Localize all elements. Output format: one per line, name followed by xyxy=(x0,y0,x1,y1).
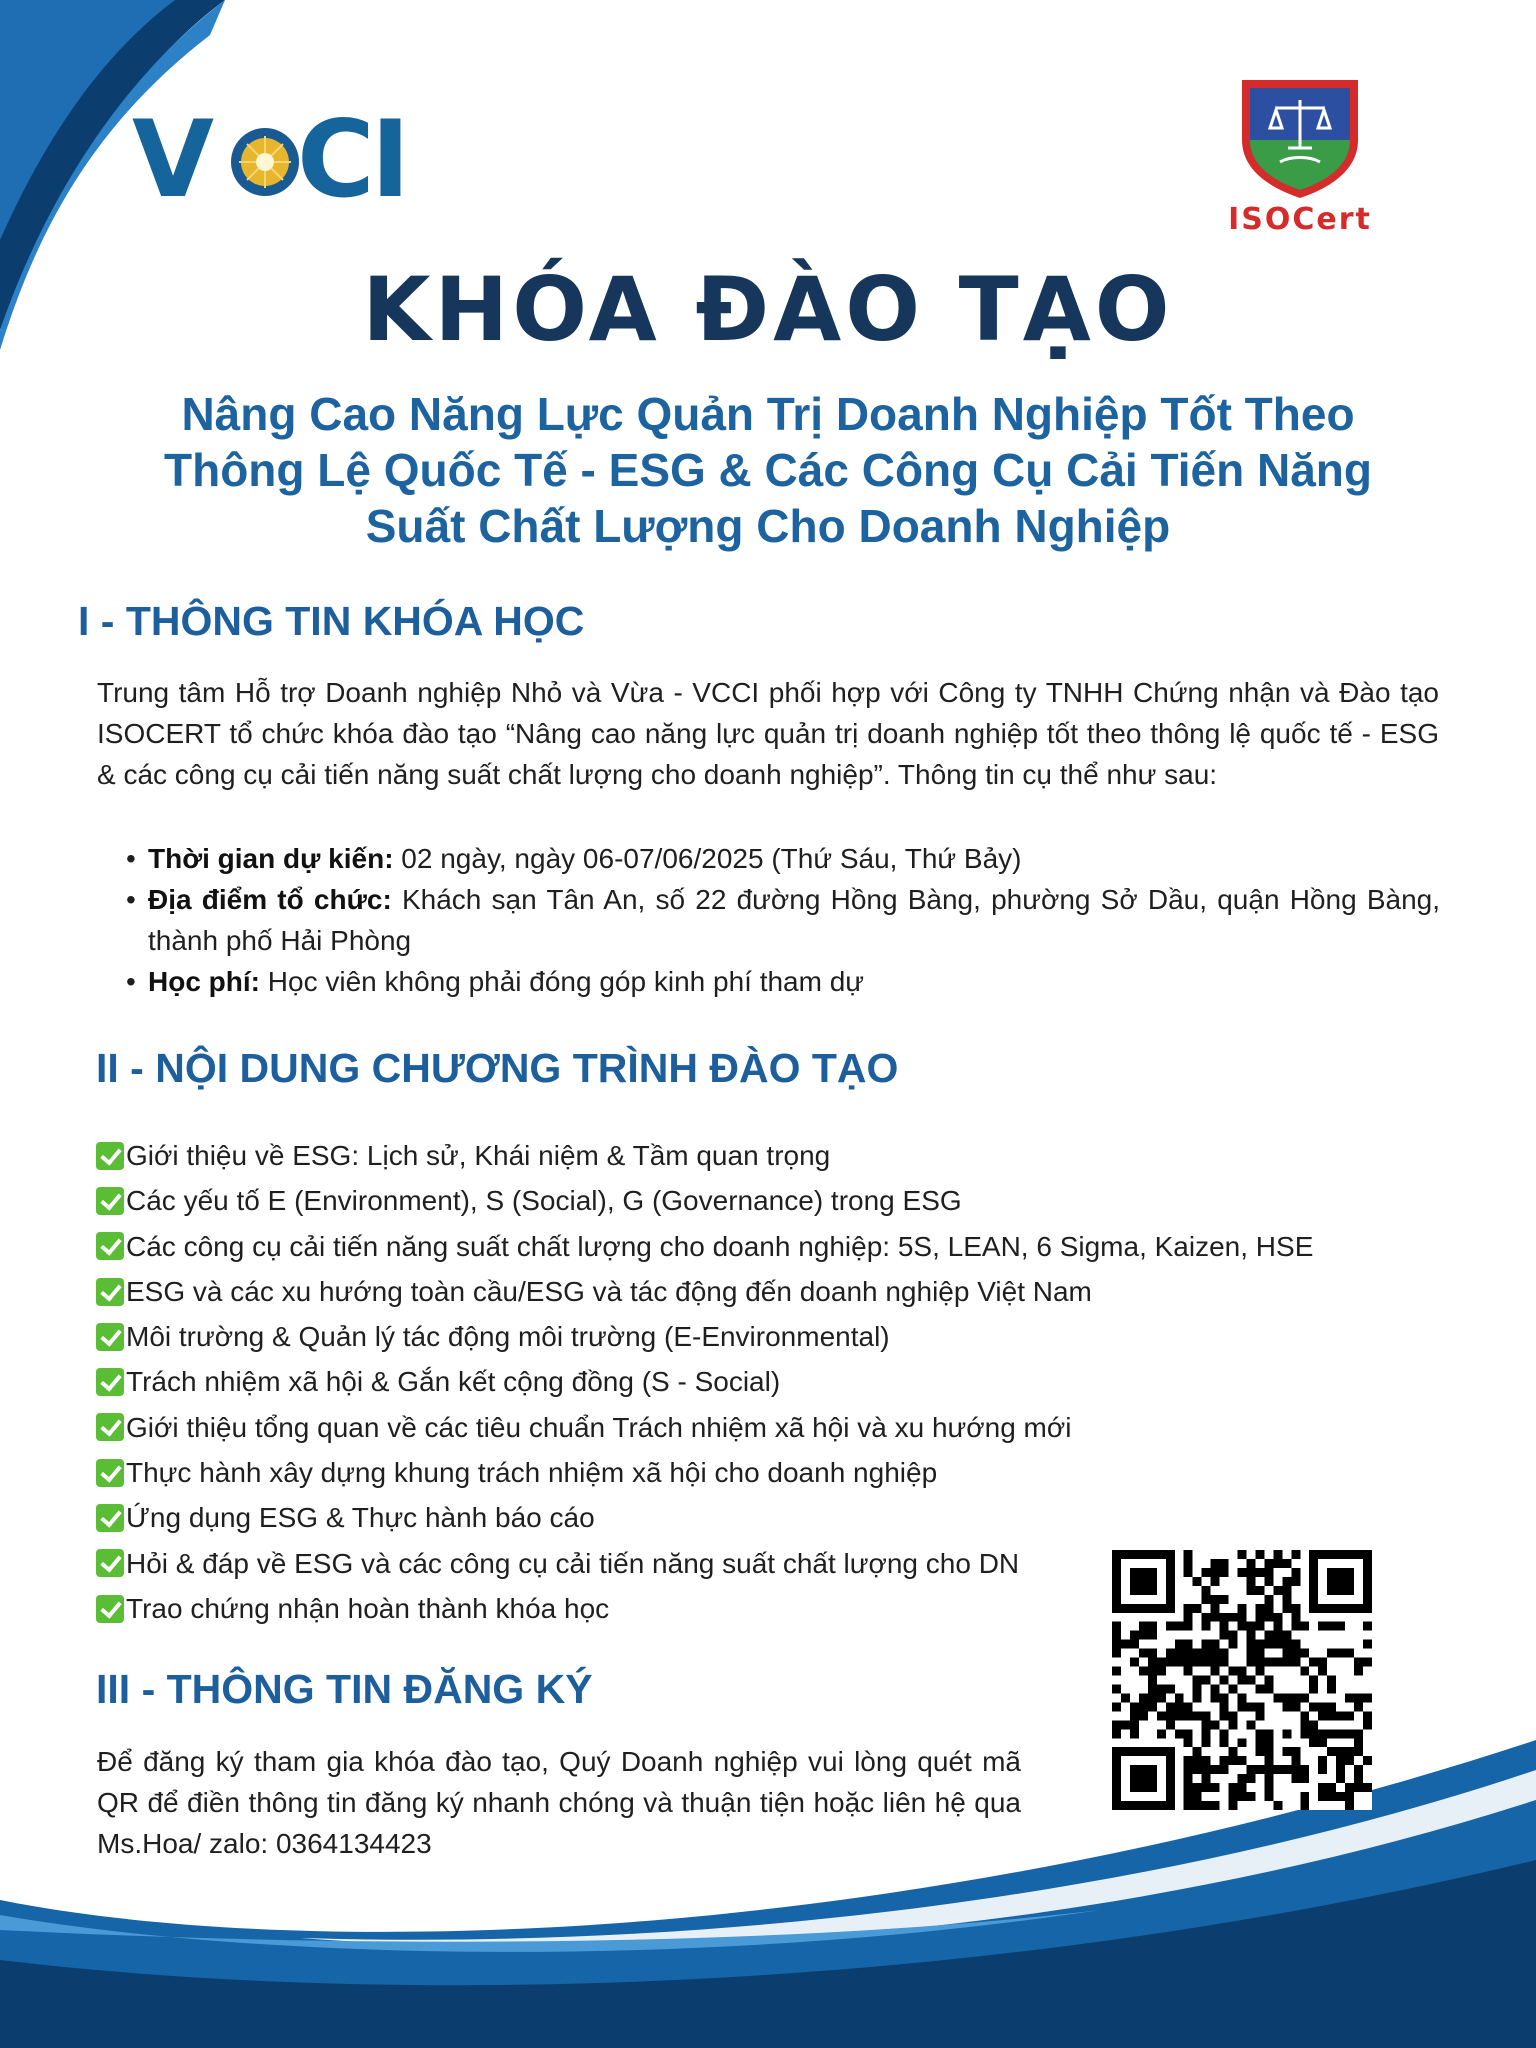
info-value: Học viên không phải đóng góp kinh phí tham dự xyxy=(260,966,865,997)
registration-qr-code[interactable] xyxy=(1112,1550,1372,1810)
check-mark-icon xyxy=(96,1595,124,1623)
info-label: Địa điểm tổ chức: xyxy=(148,884,392,915)
bullet-icon: • xyxy=(126,884,136,915)
check-mark-icon xyxy=(96,1413,124,1441)
course-intro-paragraph: Trung tâm Hỗ trợ Doanh nghiệp Nhỏ và Vừa - VCCI phối hợp với Công ty TNHH Chứng nhận và Đào tạo ISOCERT tổ chức khóa đào tạo “Nâng cao năng lực quản trị doanh nghiệp tốt theo thông lệ quốc tế - ESG & các công cụ cải tiến năng suất chất lượng cho doanh nghiệp”. Thông tin cụ thể như sau: xyxy=(97,677,1439,790)
vcci-logo xyxy=(132,108,402,208)
isocert-logo xyxy=(1220,70,1380,240)
content-item-text: Các yếu tố E (Environment), S (Social), G (Governance) trong ESG xyxy=(126,1185,962,1217)
list-item xyxy=(96,1269,1426,1314)
section-heading-course-info: I - THÔNG TIN KHÓA HỌC xyxy=(78,598,585,644)
list-item xyxy=(96,1178,1426,1223)
subtitle-line: Thông Lệ Quốc Tế - ESG & Các Công Cụ Cải Tiến Năng xyxy=(164,444,1372,496)
content-item-text: Giới thiệu về ESG: Lịch sử, Khái niệm & Tầm quan trọng xyxy=(126,1140,831,1171)
list-item xyxy=(96,1224,1426,1269)
content-item-text: Ứng dụng ESG & Thực hành báo cáo xyxy=(126,1502,595,1534)
list-item xyxy=(96,1359,1426,1404)
list-item xyxy=(120,961,1440,1002)
check-mark-icon xyxy=(96,1323,124,1351)
isocert-shield-graphic xyxy=(1220,70,1380,200)
list-item xyxy=(96,1314,1426,1359)
qr-code-graphic xyxy=(1112,1550,1372,1810)
info-value: Khách sạn Tân An, số 22 đường Hồng Bàng, phường Sở Dầu, quận Hồng Bàng, thành phố Hải Phòng xyxy=(148,884,1441,956)
section-heading-program-content: II - NỘI DUNG CHƯƠNG TRÌNH ĐÀO TẠO xyxy=(96,1045,899,1091)
check-mark-icon xyxy=(96,1278,124,1306)
course-info-list xyxy=(120,838,1440,1002)
check-mark-icon xyxy=(96,1232,124,1260)
svg-text:CI: CI xyxy=(297,108,402,208)
check-mark-icon xyxy=(96,1368,124,1396)
check-mark-icon xyxy=(96,1549,124,1577)
list-item xyxy=(96,1133,1426,1178)
svg-text:V: V xyxy=(132,108,211,208)
course-title: KHÓA ĐÀO TẠO xyxy=(362,258,1174,361)
content-item-text: Trách nhiệm xã hội & Gắn kết cộng đồng (S - Social) xyxy=(126,1366,781,1398)
subtitle-line: Nâng Cao Năng Lực Quản Trị Doanh Nghiệp Tốt Theo xyxy=(181,388,1355,440)
subtitle-line: Suất Chất Lượng Cho Doanh Nghiệp xyxy=(365,500,1171,552)
content-item-text: ESG và các xu hướng toàn cầu/ESG và tác động đến doanh nghiệp Việt Nam xyxy=(126,1275,1092,1307)
registration-paragraph: Để đăng ký tham gia khóa đào tạo, Quý Doanh nghiệp vui lòng quét mã QR để điền thông tin đăng ký nhanh chóng và thuận tiện hoặc liên hệ qua Ms.Hoa/ zalo: 0364134423 xyxy=(97,1746,1021,1859)
content-item-text: Môi trường & Quản lý tác động môi trường (E-Environmental) xyxy=(126,1321,890,1353)
list-item xyxy=(120,838,1440,879)
list-item xyxy=(96,1405,1426,1450)
bullet-icon: • xyxy=(126,843,136,874)
list-item xyxy=(96,1495,1426,1540)
content-item-text: Các công cụ cải tiến năng suất chất lượng cho doanh nghiệp: 5S, LEAN, 6 Sigma, Kaizen, HSE xyxy=(126,1230,1314,1262)
content-item-text: Trao chứng nhận hoàn thành khóa học xyxy=(126,1592,610,1624)
info-label: Học phí: xyxy=(148,966,260,997)
info-value: 02 ngày, ngày 06-07/06/2025 (Thứ Sáu, Thứ Bảy) xyxy=(393,843,1022,874)
info-label: Thời gian dự kiến: xyxy=(148,843,394,874)
bullet-icon: • xyxy=(126,966,136,997)
content-item-text: Hỏi & đáp về ESG và các công cụ cải tiến năng suất chất lượng cho DN xyxy=(126,1547,1020,1579)
course-subtitle xyxy=(60,386,1476,554)
list-item xyxy=(96,1450,1426,1495)
check-mark-icon xyxy=(96,1187,124,1215)
check-mark-icon xyxy=(96,1504,124,1532)
isocert-logo-wordmark: ISOCert xyxy=(1228,202,1372,237)
list-item xyxy=(120,879,1440,961)
content-item-text: Giới thiệu tổng quan về các tiêu chuẩn Trách nhiệm xã hội và xu hướng mới xyxy=(126,1411,1072,1443)
section-heading-registration: III - THÔNG TIN ĐĂNG KÝ xyxy=(96,1666,593,1712)
content-item-text: Thực hành xây dựng khung trách nhiệm xã hội cho doanh nghiệp xyxy=(126,1457,938,1489)
check-mark-icon xyxy=(96,1142,124,1170)
vcci-logo-graphic xyxy=(132,108,402,208)
check-mark-icon xyxy=(96,1459,124,1487)
